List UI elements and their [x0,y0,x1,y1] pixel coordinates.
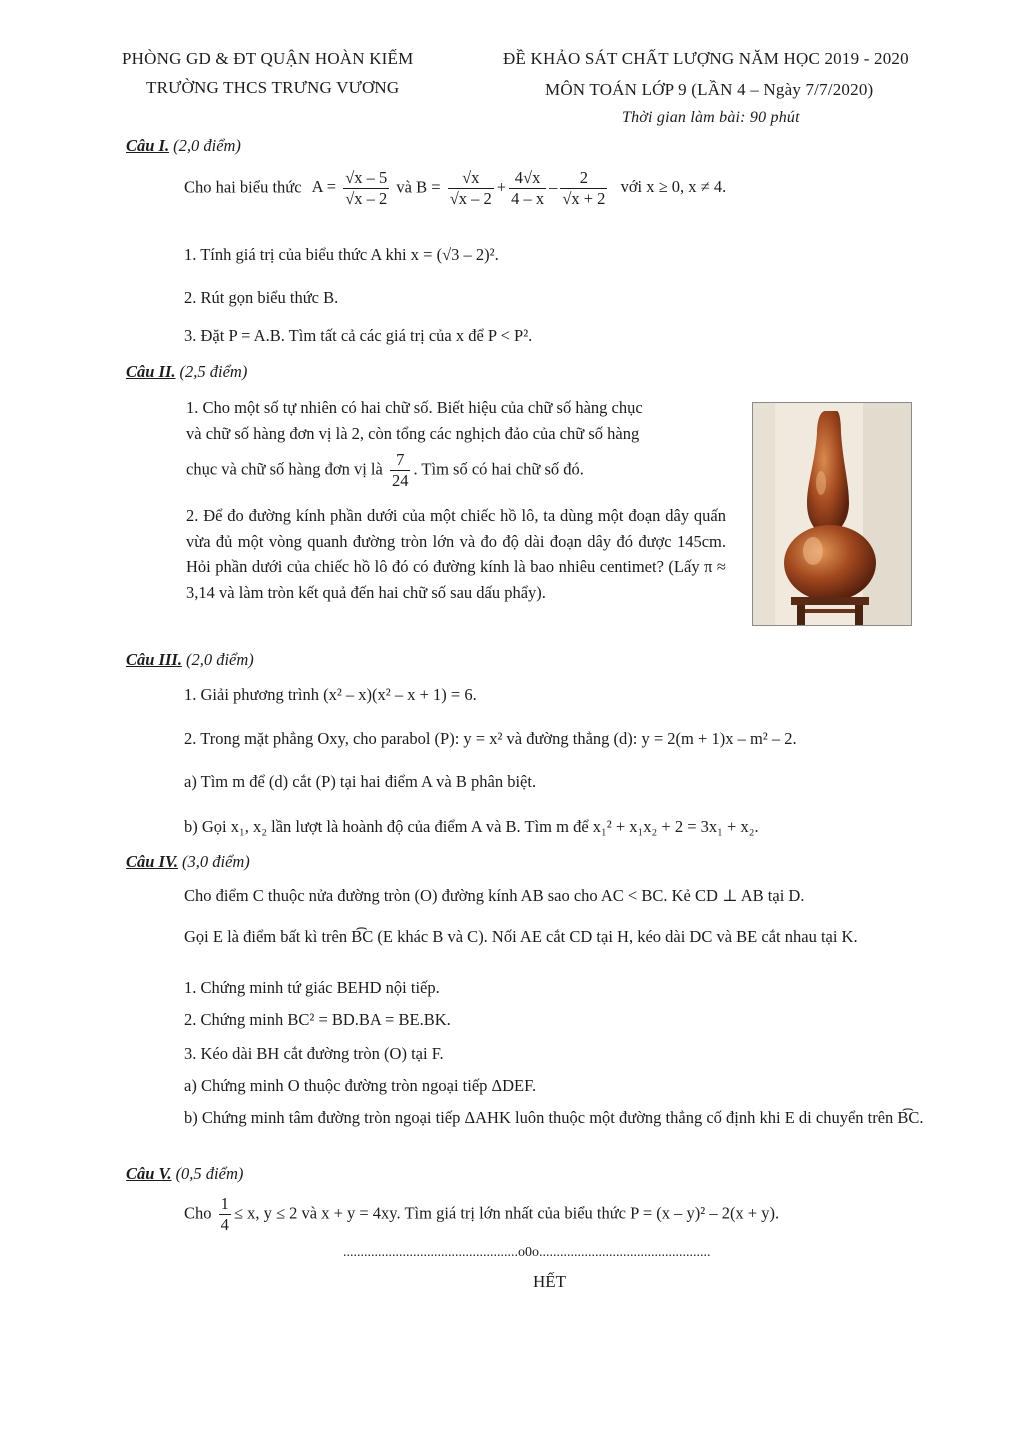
section-2-heading [126,362,247,382]
exam-duration: Thời gian làm bài: 90 phút [622,109,800,126]
department-name: PHÒNG GD & ĐT QUẬN HOÀN KIẾM [122,49,414,68]
s4-question-3: 3. Kéo dài BH cắt đường tròn (O) tại F. [184,1044,444,1063]
section-points: (2,0 điểm) [185,650,254,669]
s2-q1-post: . Tìm số có hai chữ số đó. [413,459,584,479]
s3-question-2a: a) Tìm m để (d) cắt (P) tại hai điểm A và B phân biệt. [184,772,537,791]
s1-question-2: 2. Rút gọn biểu thức B. [184,288,339,307]
s5-question [184,1194,779,1235]
expr-b-f1-denominator: √x – 2 [449,189,492,208]
section-label: Câu III. [126,650,182,669]
s5-pre: Cho [184,1203,212,1223]
section-4-heading [126,852,250,872]
s4-question-2: 2. Chứng minh BC² = BD.BA = BE.BK. [184,1010,451,1029]
s4-question-1: 1. Chứng minh tứ giác BEHD nội tiếp. [184,978,440,997]
s4-question-3b: b) Chứng minh tâm đường tròn ngoại tiếp ΔAHK luôn thuộc một đường thẳng cố định khi E di chuyển trên B͡C. [184,1108,924,1127]
and-text: và [396,177,412,197]
expr-a-numerator: √x – 5 [345,168,388,187]
expr-b-lhs: B = [416,177,441,197]
section-label: Câu V. [126,1164,172,1183]
expr-a-denominator: √x – 2 [345,189,388,208]
section-3-heading [126,650,254,670]
exam-title: ĐỀ KHẢO SÁT CHẤT LƯỢNG NĂM HỌC 2019 - 2020 [503,49,909,68]
s1-condition: với x ≥ 0, x ≠ 4. [620,177,727,197]
s2-q1-line-3 [186,450,584,491]
expr-b-fraction-2 [509,168,546,209]
footer-end: HẾT [533,1272,567,1291]
expr-b-f3-numerator: 2 [560,168,607,189]
fraction-denominator: 4 [220,1215,229,1234]
s4-paragraph-2: Gọi E là điểm bất kì trên B͡C (E khác B và C). Nối AE cắt CD tại H, kéo dài DC và BE cắt nhau tại K. [184,927,858,946]
s5-post: ≤ x, y ≤ 2 và x + y = 4xy. Tìm giá trị lớn nhất của biểu thức P = (x – y)² – 2(x + y). [233,1203,780,1223]
expr-b-fraction-3 [560,168,607,209]
s2-question-2: 2. Để đo đường kính phần dưới của một chiếc hồ lô, ta dùng một đoạn dây quấn vừa đủ một vòng quanh đường tròn lớn và đo độ dài đoạn dây đó được 145cm. Hỏi phần dưới của chiếc hồ lô đó có đường kính là bao nhiêu centimet? (Lấy π ≈ 3,14 và làm tròn kết quả đến hai chữ số sau dấu phẩy). [186,506,726,602]
s3-question-2: 2. Trong mặt phẳng Oxy, cho parabol (P): y = x² và đường thẳng (d): y = 2(m + 1)x – m² – 2. [184,729,797,748]
section-points: (2,5 điểm) [179,362,248,381]
section-points: (2,0 điểm) [173,136,241,155]
s4-question-3a: a) Chứng minh O thuộc đường tròn ngoại tiếp ΔDEF. [184,1076,537,1095]
footer-divider: ..................................................o0o................................................. [343,1245,711,1260]
expr-b-f2-denominator: 4 – x [511,189,545,208]
s3-question-2b: b) Gọi x₁, x₂ lần lượt là hoành độ của điểm A và B. Tìm m để x₁² + x₁x₂ + 2 = 3x₁ + x₂. [184,817,759,836]
expr-b-f1-numerator: √x [448,168,494,189]
fraction-7-24 [390,450,411,491]
section-1-heading [126,136,241,156]
exam-subject: MÔN TOÁN LỚP 9 (LẦN 4 – Ngày 7/7/2020) [545,80,874,99]
s2-q1-line-2: và chữ số hàng đơn vị là 2, còn tổng các nghịch đảo của chữ số hàng [186,424,640,443]
expr-a-lhs: A = [311,177,337,197]
s2-q1-pre: chục và chữ số hàng đơn vị là [186,459,383,479]
section-5-heading [126,1164,243,1184]
s2-q1-line-1: 1. Cho một số tự nhiên có hai chữ số. Biết hiệu của chữ số hàng chục [186,398,643,417]
gourd-illustration [753,403,911,625]
calabash-gourd-photo [752,402,912,626]
s4-paragraph-1: Cho điểm C thuộc nửa đường tròn (O) đường kính AB sao cho AC < BC. Kẻ CD ⊥ AB tại D. [184,886,805,905]
s1-intro: Cho hai biểu thức [184,177,302,197]
expr-b-f3-denominator: √x + 2 [562,189,606,208]
section-label: Câu IV. [126,852,178,871]
s1-expressions: Cho hai biểu thức A = $\frac{√x - 5}{√x - 2}$ và B = $\frac{√x}{√x - 2}$ + $\frac{4√x}{4 - x}$ – $\frac{2}{√x + 2}$ với x ≥ 0, x ≠ 4. [184,168,727,208]
section-points: (3,0 điểm) [181,852,250,871]
expr-b-fraction-1 [448,168,494,209]
fraction-1-4 [219,1194,231,1235]
section-label: Câu I. [126,136,170,155]
school-name: TRƯỜNG THCS TRƯNG VƯƠNG [146,78,400,97]
fraction-denominator: 24 [391,471,409,490]
fraction-numerator: 1 [220,1194,229,1213]
s1-question-1: 1. Tính giá trị của biểu thức A khi x = (√3 – 2)². [184,245,499,264]
section-label: Câu II. [126,362,176,381]
s3-question-1: 1. Giải phương trình (x² – x)(x² – x + 1) = 6. [184,685,477,704]
s1-question-3: 3. Đặt P = A.B. Tìm tất cả các giá trị của x để P < P². [184,326,533,345]
section-points: (0,5 điểm) [175,1164,244,1183]
fraction-numerator: 7 [390,450,411,471]
expr-a-fraction [343,168,389,209]
expr-b-f2-numerator: 4√x [509,168,546,189]
